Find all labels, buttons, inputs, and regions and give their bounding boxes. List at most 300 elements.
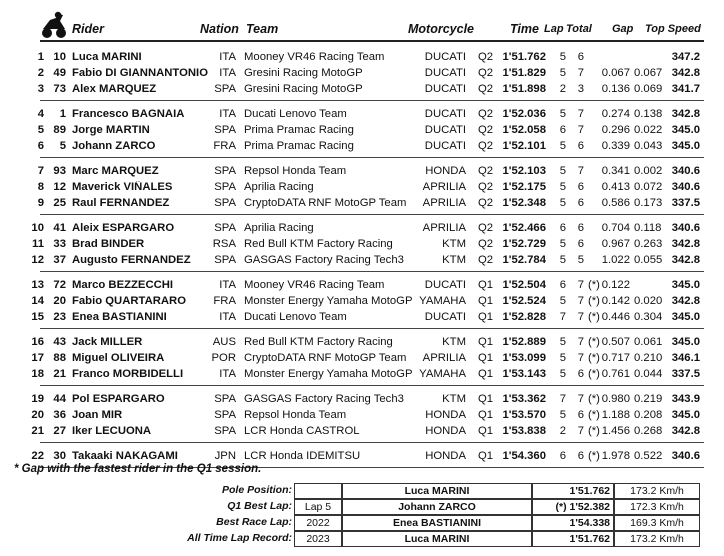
session: Q1 bbox=[478, 311, 494, 323]
gap-first: 0.586 bbox=[601, 197, 630, 209]
q1-marker: (*) bbox=[588, 409, 600, 421]
gap-previous: 0.263 bbox=[634, 238, 663, 250]
col-top-speed: Top Speed bbox=[645, 23, 701, 35]
top-speed: 343.9 bbox=[671, 393, 700, 405]
total-laps: 6 bbox=[577, 222, 584, 234]
row-group bbox=[0, 50, 724, 101]
best-lap: 2 bbox=[559, 425, 566, 437]
gap-previous: 0.002 bbox=[634, 165, 663, 177]
nation: SPA bbox=[214, 181, 236, 193]
record-row bbox=[0, 531, 724, 547]
nation: JPN bbox=[214, 450, 236, 462]
row-group bbox=[0, 107, 724, 158]
nation: SPA bbox=[214, 83, 236, 95]
top-speed: 337.5 bbox=[671, 368, 700, 380]
table-row bbox=[0, 139, 724, 155]
lap-time: 1'52.058 bbox=[502, 124, 546, 136]
top-speed: 342.8 bbox=[671, 254, 700, 266]
best-lap: 5 bbox=[559, 67, 566, 79]
session: Q2 bbox=[478, 124, 494, 136]
record-rider: Johann ZARCO bbox=[342, 499, 532, 515]
lap-time: 1'53.099 bbox=[502, 352, 546, 364]
table-row bbox=[0, 196, 724, 212]
q1-marker: (*) bbox=[588, 311, 600, 323]
session: Q1 bbox=[478, 409, 494, 421]
record-time: 1'54.338 bbox=[532, 515, 614, 531]
total-laps: 6 bbox=[577, 409, 584, 421]
record-lap bbox=[294, 483, 342, 499]
total-laps: 7 bbox=[577, 393, 584, 405]
position: 2 bbox=[37, 67, 44, 79]
record-lap: 2022 bbox=[294, 515, 342, 531]
group-divider bbox=[40, 385, 704, 386]
best-lap: 2 bbox=[559, 83, 566, 95]
rider-name: Brad BINDER bbox=[72, 238, 145, 250]
gap-previous: 0.173 bbox=[634, 197, 663, 209]
row-group bbox=[0, 164, 724, 215]
nation: SPA bbox=[214, 393, 236, 405]
motorcycle: DUCATI bbox=[424, 279, 466, 291]
motorcycle: APRILIA bbox=[422, 352, 466, 364]
rider-name: Miguel OLIVEIRA bbox=[72, 352, 165, 364]
motorcycle: DUCATI bbox=[424, 140, 466, 152]
best-lap: 5 bbox=[559, 108, 566, 120]
rider-name: Enea BASTIANINI bbox=[72, 311, 167, 323]
table-row bbox=[0, 164, 724, 180]
records-table bbox=[0, 483, 724, 547]
session: Q2 bbox=[478, 254, 494, 266]
rider-name: Franco MORBIDELLI bbox=[72, 368, 184, 380]
record-rider: Luca MARINI bbox=[342, 483, 532, 499]
total-laps: 5 bbox=[577, 254, 584, 266]
session: Q2 bbox=[478, 165, 494, 177]
group-divider bbox=[40, 442, 704, 443]
motorcycle: DUCATI bbox=[424, 311, 466, 323]
top-speed: 347.2 bbox=[671, 51, 700, 63]
record-speed: 169.3 Km/h bbox=[614, 515, 700, 531]
total-laps: 7 bbox=[577, 311, 584, 323]
gap-previous: 0.118 bbox=[634, 222, 662, 234]
table-row bbox=[0, 351, 724, 367]
top-speed: 340.6 bbox=[671, 181, 700, 193]
session: Q2 bbox=[478, 238, 494, 250]
motorcycle: DUCATI bbox=[424, 67, 466, 79]
total-laps: 7 bbox=[577, 124, 584, 136]
rider-number: 25 bbox=[53, 197, 66, 209]
lap-time: 1'52.101 bbox=[502, 140, 546, 152]
motorcycle: DUCATI bbox=[424, 124, 466, 136]
gap-previous: 0.138 bbox=[634, 108, 663, 120]
q1-marker: (*) bbox=[588, 425, 600, 437]
gap-previous: 0.522 bbox=[634, 450, 663, 462]
group-divider bbox=[40, 214, 704, 215]
rider-number: 89 bbox=[53, 124, 66, 136]
best-lap: 5 bbox=[559, 51, 566, 63]
best-lap: 5 bbox=[559, 409, 566, 421]
table-row bbox=[0, 123, 724, 139]
nation: RSA bbox=[212, 238, 236, 250]
team: Monster Energy Yamaha MotoGP bbox=[244, 295, 413, 307]
top-speed: 345.0 bbox=[671, 124, 700, 136]
session: Q2 bbox=[478, 108, 494, 120]
position: 12 bbox=[31, 254, 44, 266]
lap-time: 1'54.360 bbox=[502, 450, 546, 462]
rider-number: 21 bbox=[53, 368, 66, 380]
best-lap: 6 bbox=[559, 279, 566, 291]
group-divider bbox=[40, 328, 704, 329]
motorcycle: HONDA bbox=[425, 165, 466, 177]
nation: AUS bbox=[212, 336, 236, 348]
rider-name: Marc MARQUEZ bbox=[72, 165, 159, 177]
motorcycle: APRILIA bbox=[422, 181, 466, 193]
position: 15 bbox=[31, 311, 44, 323]
q1-marker: (*) bbox=[588, 279, 600, 291]
total-laps: 7 bbox=[577, 336, 584, 348]
nation: SPA bbox=[214, 409, 236, 421]
motorcycle: APRILIA bbox=[422, 222, 466, 234]
table-row bbox=[0, 253, 724, 269]
motorcycle: KTM bbox=[442, 336, 466, 348]
total-laps: 7 bbox=[577, 352, 584, 364]
table-row bbox=[0, 367, 724, 383]
position: 11 bbox=[32, 238, 44, 250]
top-speed: 345.0 bbox=[671, 279, 700, 291]
team: Red Bull KTM Factory Racing bbox=[244, 238, 393, 250]
total-laps: 7 bbox=[577, 425, 584, 437]
team: GASGAS Factory Racing Tech3 bbox=[244, 393, 404, 405]
table-row bbox=[0, 408, 724, 424]
row-group bbox=[0, 221, 724, 272]
best-lap: 5 bbox=[559, 140, 566, 152]
top-speed: 346.1 bbox=[671, 352, 700, 364]
rider-name: Francesco BAGNAIA bbox=[72, 108, 185, 120]
team: Repsol Honda Team bbox=[244, 409, 347, 421]
motorcycle: KTM bbox=[442, 393, 466, 405]
top-speed: 342.8 bbox=[671, 67, 700, 79]
session: Q2 bbox=[478, 197, 494, 209]
rider-number: 93 bbox=[53, 165, 66, 177]
rider-number: 1 bbox=[59, 108, 66, 120]
gap-previous: 0.069 bbox=[634, 83, 663, 95]
col-motorcycle: Motorcycle bbox=[408, 22, 474, 36]
nation: FRA bbox=[213, 140, 236, 152]
position: 1 bbox=[37, 51, 44, 63]
team: CryptoDATA RNF MotoGP Team bbox=[244, 197, 407, 209]
session: Q1 bbox=[478, 368, 494, 380]
rider-number: 12 bbox=[53, 181, 66, 193]
position: 19 bbox=[31, 393, 44, 405]
session: Q2 bbox=[478, 83, 494, 95]
rider-name: Pol ESPARGARO bbox=[72, 393, 165, 405]
team: LCR Honda IDEMITSU bbox=[244, 450, 361, 462]
rider-number: 37 bbox=[53, 254, 66, 266]
gap-previous: 0.055 bbox=[634, 254, 663, 266]
record-rider: Enea BASTIANINI bbox=[342, 515, 532, 531]
rider-number: 20 bbox=[53, 295, 66, 307]
team: GASGAS Factory Racing Tech3 bbox=[244, 254, 404, 266]
gap-first: 0.296 bbox=[601, 124, 630, 136]
record-rider: Luca MARINI bbox=[342, 531, 532, 547]
session: Q1 bbox=[478, 393, 494, 405]
gap-previous: 0.208 bbox=[634, 409, 663, 421]
top-speed: 340.6 bbox=[671, 450, 700, 462]
rider-name: Jack MILLER bbox=[72, 336, 143, 348]
position: 16 bbox=[31, 336, 44, 348]
position: 14 bbox=[31, 295, 44, 307]
table-row bbox=[0, 66, 724, 82]
position: 18 bbox=[31, 368, 44, 380]
team: LCR Honda CASTROL bbox=[244, 425, 360, 437]
gap-first: 0.446 bbox=[601, 311, 630, 323]
session: Q2 bbox=[478, 51, 494, 63]
rider-name: Alex MARQUEZ bbox=[72, 83, 157, 95]
position: 21 bbox=[31, 425, 44, 437]
total-laps: 7 bbox=[577, 165, 584, 177]
best-lap: 5 bbox=[559, 181, 566, 193]
table-row bbox=[0, 278, 724, 294]
top-speed: 342.8 bbox=[671, 108, 700, 120]
q1-marker: (*) bbox=[588, 393, 600, 405]
team: Repsol Honda Team bbox=[244, 165, 347, 177]
top-speed: 345.0 bbox=[671, 409, 700, 421]
top-speed: 342.8 bbox=[671, 238, 700, 250]
gap-previous: 0.061 bbox=[634, 336, 663, 348]
session: Q2 bbox=[478, 140, 494, 152]
rider-name: Takaaki NAKAGAMI bbox=[72, 450, 178, 462]
table-row bbox=[0, 221, 724, 237]
gap-first: 0.761 bbox=[601, 368, 630, 380]
rider-number: 10 bbox=[53, 51, 66, 63]
table-row bbox=[0, 392, 724, 408]
group-divider bbox=[40, 100, 704, 101]
total-laps: 6 bbox=[577, 450, 584, 462]
position: 7 bbox=[37, 165, 44, 177]
record-time: 1'51.762 bbox=[532, 531, 614, 547]
gap-first: 0.507 bbox=[601, 336, 630, 348]
top-speed: 345.0 bbox=[671, 311, 700, 323]
record-label: Q1 Best Lap: bbox=[227, 500, 292, 512]
results-table bbox=[0, 50, 724, 474]
motorcycle: DUCATI bbox=[424, 51, 466, 63]
rider-name: Iker LECUONA bbox=[72, 425, 152, 437]
gap-previous: 0.043 bbox=[634, 140, 663, 152]
col-total: Total bbox=[566, 23, 592, 35]
gap-first: 0.717 bbox=[601, 352, 630, 364]
best-lap: 5 bbox=[559, 254, 566, 266]
total-laps: 7 bbox=[577, 279, 584, 291]
team: Aprilia Racing bbox=[244, 222, 314, 234]
total-laps: 6 bbox=[577, 197, 584, 209]
table-row bbox=[0, 107, 724, 123]
record-time: 1'51.762 bbox=[532, 483, 614, 499]
record-row bbox=[0, 499, 724, 515]
rider-name: Joan MIR bbox=[72, 409, 123, 421]
q1-marker: (*) bbox=[588, 450, 600, 462]
team: Prima Pramac Racing bbox=[244, 140, 354, 152]
total-laps: 7 bbox=[577, 67, 584, 79]
rider-number: 44 bbox=[53, 393, 66, 405]
rider-name: Raul FERNANDEZ bbox=[72, 197, 170, 209]
motorcycle-rider-icon bbox=[38, 10, 68, 40]
motorcycle: APRILIA bbox=[422, 197, 466, 209]
best-lap: 5 bbox=[559, 352, 566, 364]
position: 17 bbox=[31, 352, 44, 364]
record-lap: 2023 bbox=[294, 531, 342, 547]
team: Red Bull KTM Factory Racing bbox=[244, 336, 393, 348]
motorcycle: YAMAHA bbox=[419, 295, 466, 307]
position: 6 bbox=[37, 140, 44, 152]
position: 22 bbox=[31, 450, 44, 462]
top-speed: 340.6 bbox=[671, 222, 700, 234]
best-lap: 5 bbox=[559, 165, 566, 177]
gap-previous: 0.219 bbox=[634, 393, 663, 405]
motorcycle: DUCATI bbox=[424, 108, 466, 120]
lap-time: 1'51.898 bbox=[502, 83, 546, 95]
gap-first: 0.339 bbox=[601, 140, 630, 152]
rider-number: 88 bbox=[53, 352, 66, 364]
lap-time: 1'51.762 bbox=[502, 51, 546, 63]
header-divider bbox=[40, 40, 704, 42]
table-row bbox=[0, 424, 724, 440]
lap-time: 1'52.466 bbox=[502, 222, 546, 234]
team: Prima Pramac Racing bbox=[244, 124, 354, 136]
col-lap: Lap bbox=[544, 23, 564, 35]
session: Q1 bbox=[478, 425, 494, 437]
top-speed: 342.8 bbox=[671, 295, 700, 307]
best-lap: 5 bbox=[559, 368, 566, 380]
gap-first: 1.978 bbox=[601, 450, 630, 462]
record-speed: 173.2 Km/h bbox=[614, 483, 700, 499]
rider-name: Augusto FERNANDEZ bbox=[72, 254, 191, 266]
table-row bbox=[0, 237, 724, 253]
position: 13 bbox=[31, 279, 44, 291]
rider-number: 23 bbox=[53, 311, 66, 323]
gap-previous: 0.020 bbox=[634, 295, 663, 307]
gap-previous: 0.022 bbox=[634, 124, 663, 136]
rider-name: Fabio DI GIANNANTONIO bbox=[72, 67, 208, 79]
record-time: (*) 1'52.382 bbox=[532, 499, 614, 515]
q1-marker: (*) bbox=[588, 368, 600, 380]
rider-number: 73 bbox=[53, 83, 66, 95]
top-speed: 345.0 bbox=[671, 140, 700, 152]
rider-name: Fabio QUARTARARO bbox=[72, 295, 187, 307]
record-speed: 172.3 Km/h bbox=[614, 499, 700, 515]
nation: ITA bbox=[219, 311, 236, 323]
table-header bbox=[0, 18, 724, 42]
nation: ITA bbox=[219, 51, 236, 63]
motorcycle: HONDA bbox=[425, 450, 466, 462]
position: 20 bbox=[31, 409, 44, 421]
nation: ITA bbox=[219, 368, 236, 380]
lap-time: 1'51.829 bbox=[502, 67, 546, 79]
total-laps: 3 bbox=[577, 83, 584, 95]
position: 10 bbox=[31, 222, 44, 234]
top-speed: 342.8 bbox=[671, 425, 700, 437]
gap-first: 0.341 bbox=[601, 165, 630, 177]
motorcycle: HONDA bbox=[425, 409, 466, 421]
q1-marker: (*) bbox=[588, 336, 600, 348]
table-row bbox=[0, 180, 724, 196]
rider-number: 5 bbox=[59, 140, 66, 152]
q1-marker: (*) bbox=[588, 352, 600, 364]
top-speed: 345.0 bbox=[671, 336, 700, 348]
gap-first: 0.274 bbox=[601, 108, 630, 120]
team: Mooney VR46 Racing Team bbox=[244, 279, 385, 291]
best-lap: 6 bbox=[559, 450, 566, 462]
rider-number: 36 bbox=[53, 409, 66, 421]
record-row bbox=[0, 515, 724, 531]
table-row bbox=[0, 310, 724, 326]
row-group bbox=[0, 278, 724, 329]
rider-name: Marco BEZZECCHI bbox=[72, 279, 174, 291]
best-lap: 6 bbox=[559, 124, 566, 136]
col-time: Time bbox=[510, 22, 539, 36]
lap-time: 1'52.889 bbox=[502, 336, 546, 348]
position: 9 bbox=[37, 197, 44, 209]
gap-previous: 0.072 bbox=[634, 181, 663, 193]
lap-time: 1'52.524 bbox=[502, 295, 546, 307]
rider-number: 72 bbox=[53, 279, 66, 291]
lap-time: 1'52.175 bbox=[502, 181, 546, 193]
total-laps: 6 bbox=[577, 181, 584, 193]
session: Q2 bbox=[478, 67, 494, 79]
row-group bbox=[0, 392, 724, 443]
rider-number: 41 bbox=[53, 222, 66, 234]
gap-previous: 0.044 bbox=[634, 368, 663, 380]
lap-time: 1'53.570 bbox=[502, 409, 546, 421]
record-label: Best Race Lap: bbox=[216, 516, 292, 528]
team: Ducati Lenovo Team bbox=[244, 108, 347, 120]
team: Aprilia Racing bbox=[244, 181, 314, 193]
gap-first: 0.704 bbox=[601, 222, 630, 234]
table-row bbox=[0, 294, 724, 310]
motorcycle: YAMAHA bbox=[419, 368, 466, 380]
gap-first: 1.188 bbox=[601, 409, 630, 421]
gap-first: 0.122 bbox=[601, 279, 630, 291]
gap-previous: 0.268 bbox=[634, 425, 663, 437]
session: Q1 bbox=[478, 450, 494, 462]
total-laps: 7 bbox=[577, 295, 584, 307]
motorcycle: KTM bbox=[442, 254, 466, 266]
record-row bbox=[0, 483, 724, 499]
best-lap: 6 bbox=[559, 222, 566, 234]
team: Gresini Racing MotoGP bbox=[244, 83, 363, 95]
gap-previous: 0.210 bbox=[634, 352, 663, 364]
gap-first: 0.067 bbox=[601, 67, 630, 79]
session: Q2 bbox=[478, 222, 494, 234]
session: Q1 bbox=[478, 295, 494, 307]
team: Monster Energy Yamaha MotoGP bbox=[244, 368, 413, 380]
gap-first: 0.136 bbox=[601, 83, 630, 95]
total-laps: 6 bbox=[577, 238, 584, 250]
motorcycle: HONDA bbox=[425, 425, 466, 437]
best-lap: 5 bbox=[559, 295, 566, 307]
rider-number: 49 bbox=[53, 67, 66, 79]
record-label: Pole Position: bbox=[221, 484, 292, 496]
gap-previous: 0.067 bbox=[634, 67, 663, 79]
nation: ITA bbox=[219, 279, 236, 291]
gap-first: 0.967 bbox=[601, 238, 630, 250]
best-lap: 7 bbox=[559, 311, 566, 323]
col-nation: Nation bbox=[200, 22, 239, 36]
record-lap: Lap 5 bbox=[294, 499, 342, 515]
nation: FRA bbox=[213, 295, 236, 307]
top-speed: 337.5 bbox=[671, 197, 700, 209]
position: 4 bbox=[37, 108, 44, 120]
team: CryptoDATA RNF MotoGP Team bbox=[244, 352, 407, 364]
rider-number: 33 bbox=[53, 238, 66, 250]
lap-time: 1'52.504 bbox=[502, 279, 546, 291]
